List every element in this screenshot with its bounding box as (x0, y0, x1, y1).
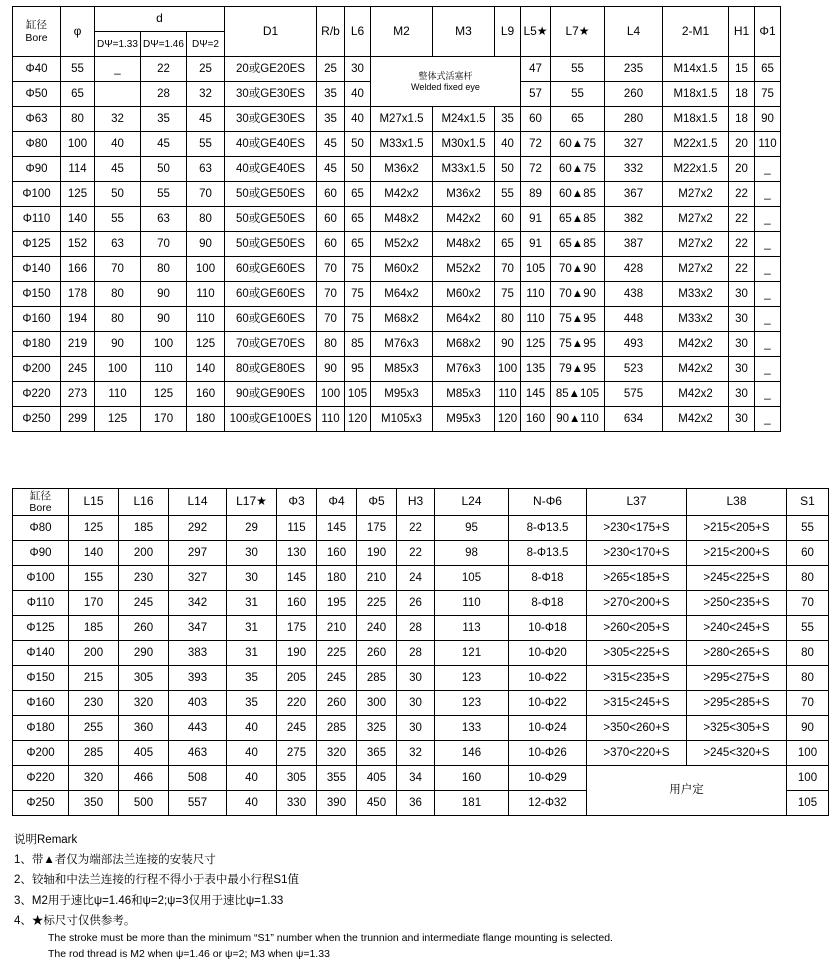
table-row: Φ250 299 125 170 180 100或GE100ES 110 120 M105x3 M95x3 120 160 90▲110 634 M42x2 30 _ (13, 407, 781, 432)
table-row: Φ125 152 63 70 90 50或GE50ES 60 65 M52x2 M48x2 65 91 65▲85 387 M27x2 22 _ (13, 232, 781, 257)
table2-header-row (13, 489, 829, 516)
header-d-2: DΨ=2 (187, 32, 225, 57)
table-row: Φ80 100 40 45 55 40或GE40ES 45 50 M33x1.5 M30x1.5 40 72 60▲75 327 M22x1.5 20 110 (13, 132, 781, 157)
header-phi3: Φ3 (277, 489, 317, 516)
welded-fixed-eye-note: 整体式活塞杆 Welded fixed eye (371, 57, 521, 107)
table-row: Φ90 140 200 297 30 130 160 190 22 98 8-Φ13.5 >230<170+S >215<200+S 60 (13, 541, 829, 566)
remark-line-2: 2、铰轴和中法兰连接的行程不得小于表中最小行程S1值 (14, 870, 778, 890)
header-m3: M3 (433, 7, 495, 57)
table-row: Φ140 166 70 80 100 60或GE60ES 70 75 M60x2 M52x2 70 105 70▲90 428 M27x2 22 _ (13, 257, 781, 282)
table-row: Φ180 255 360 443 40 245 285 325 30 133 10-Φ24 >350<260+S >325<305+S 90 (13, 716, 829, 741)
header-d-group: d (95, 7, 225, 32)
header-phi1: Φ1 (755, 7, 781, 57)
table-row: Φ200 285 405 463 40 275 320 365 32 146 10-Φ26 >370<220+S >245<320+S 100 (13, 741, 829, 766)
table-row: Φ160 230 320 403 35 220 260 300 30 123 10-Φ22 >315<245+S >295<285+S 70 (13, 691, 829, 716)
table-row: Φ80 125 185 292 29 115 145 175 22 95 8-Φ13.5 >230<175+S >215<205+S 55 (13, 516, 829, 541)
table-row: Φ40 55 _ 22 25 20或GE20ES 25 30 整体式活塞杆 Welded fixed eye 47 55 235 M14x1.5 15 65 (13, 57, 781, 82)
header-h1: H1 (729, 7, 755, 57)
header-l16: L16 (119, 489, 169, 516)
remark-block (14, 830, 778, 962)
remark-english-1: The stroke must be more than the minimum “S1” number when the trunnion and intermediate flange mounting is selected. (48, 931, 778, 947)
header-m2: M2 (371, 7, 433, 57)
table-header-row (13, 7, 781, 32)
header-d1: D1 (225, 7, 317, 57)
header-l24: L24 (435, 489, 509, 516)
header-d-133: DΨ=1.33 (95, 32, 141, 57)
header-s1: S1 (787, 489, 829, 516)
header-l14: L14 (169, 489, 227, 516)
header-phi5: Φ5 (357, 489, 397, 516)
header-l15: L15 (69, 489, 119, 516)
table-row: Φ100 125 50 55 70 50或GE50ES 60 65 M42x2 M36x2 55 89 60▲85 367 M27x2 22 _ (13, 182, 781, 207)
table-row: Φ200 245 100 110 140 80或GE80ES 90 95 M85x3 M76x3 100 135 79▲95 523 M42x2 30 _ (13, 357, 781, 382)
header-d-146: DΨ=1.46 (141, 32, 187, 57)
table-row: Φ220 320 466 508 40 305 355 405 34 160 10-Φ29 用户定 100 (13, 766, 829, 791)
table-row: Φ110 170 245 342 31 160 195 225 26 110 8-Φ18 >270<200+S >250<235+S 70 (13, 591, 829, 616)
custom-order-note: 用户定 (587, 766, 787, 816)
header-l7: L7★ (551, 7, 605, 57)
header-l37: L37 (587, 489, 687, 516)
header-l38: L38 (687, 489, 787, 516)
cylinder-dimension-table-1 (12, 6, 781, 432)
header-bore: 缸径 Bore (13, 7, 61, 57)
header-l9: L9 (495, 7, 521, 57)
table-row: Φ90 114 45 50 63 40或GE40ES 45 50 M36x2 M33x1.5 50 72 60▲75 332 M22x1.5 20 _ (13, 157, 781, 182)
table-row: Φ160 194 80 90 110 60或GE60ES 70 75 M68x2 M64x2 80 110 75▲95 448 M33x2 30 _ (13, 307, 781, 332)
cylinder-dimension-table-2 (12, 488, 829, 816)
table-row: Φ150 215 305 393 35 205 245 285 30 123 10-Φ22 >315<235+S >295<275+S 80 (13, 666, 829, 691)
table-row: Φ150 178 80 90 110 60或GE60ES 70 75 M64x2 M60x2 75 110 70▲90 438 M33x2 30 _ (13, 282, 781, 307)
remark-line-1: 1、带▲者仅为端部法兰连接的安装尺寸 (14, 850, 778, 870)
header-l6: L6 (345, 7, 371, 57)
header-phi: φ (61, 7, 95, 57)
header-phi4: Φ4 (317, 489, 357, 516)
table-row: Φ100 155 230 327 30 145 180 210 24 105 8-Φ18 >265<185+S >245<225+S 80 (13, 566, 829, 591)
remark-line-3: 3、M2用于速比ψ=1.46和ψ=2;ψ=3仅用于速比ψ=1.33 (14, 891, 778, 911)
header-l5: L5★ (521, 7, 551, 57)
header-h3: H3 (397, 489, 435, 516)
header-l17: L17★ (227, 489, 277, 516)
remark-title: 说明Remark (14, 830, 778, 850)
remark-english-2: The rod thread is M2 when ψ=1.46 or ψ=2; M3 when ψ=1.33 (48, 947, 778, 962)
remark-line-4: 4、★标尺寸仅供参考。 (14, 911, 778, 931)
header-bore: 缸径 Bore (13, 489, 69, 516)
table-row: Φ63 80 32 35 45 30或GE30ES 35 40 M27x1.5 M24x1.5 35 60 65 280 M18x1.5 18 90 (13, 107, 781, 132)
header-2m1: 2-M1 (663, 7, 729, 57)
header-l4: L4 (605, 7, 663, 57)
header-nphi6: N-Φ6 (509, 489, 587, 516)
table-row: Φ250 350 500 557 40 330 390 450 36 181 12-Φ32 105 (13, 791, 829, 816)
table-row: Φ50 65 28 32 30或GE30ES 35 40 57 55 260 M18x1.5 18 75 (13, 82, 781, 107)
header-rb: R/b (317, 7, 345, 57)
table-row: Φ125 185 260 347 31 175 210 240 28 113 10-Φ18 >260<205+S >240<245+S 55 (13, 616, 829, 641)
table-row: Φ220 273 110 125 160 90或GE90ES 100 105 M95x3 M85x3 110 145 85▲105 575 M42x2 30 _ (13, 382, 781, 407)
table-row: Φ110 140 55 63 80 50或GE50ES 60 65 M48x2 M42x2 60 91 65▲85 382 M27x2 22 _ (13, 207, 781, 232)
table-gap (12, 432, 778, 488)
table-row: Φ140 200 290 383 31 190 225 260 28 121 10-Φ20 >305<225+S >280<265+S 80 (13, 641, 829, 666)
table-row: Φ180 219 90 100 125 70或GE70ES 80 85 M76x3 M68x2 90 125 75▲95 493 M42x2 30 _ (13, 332, 781, 357)
